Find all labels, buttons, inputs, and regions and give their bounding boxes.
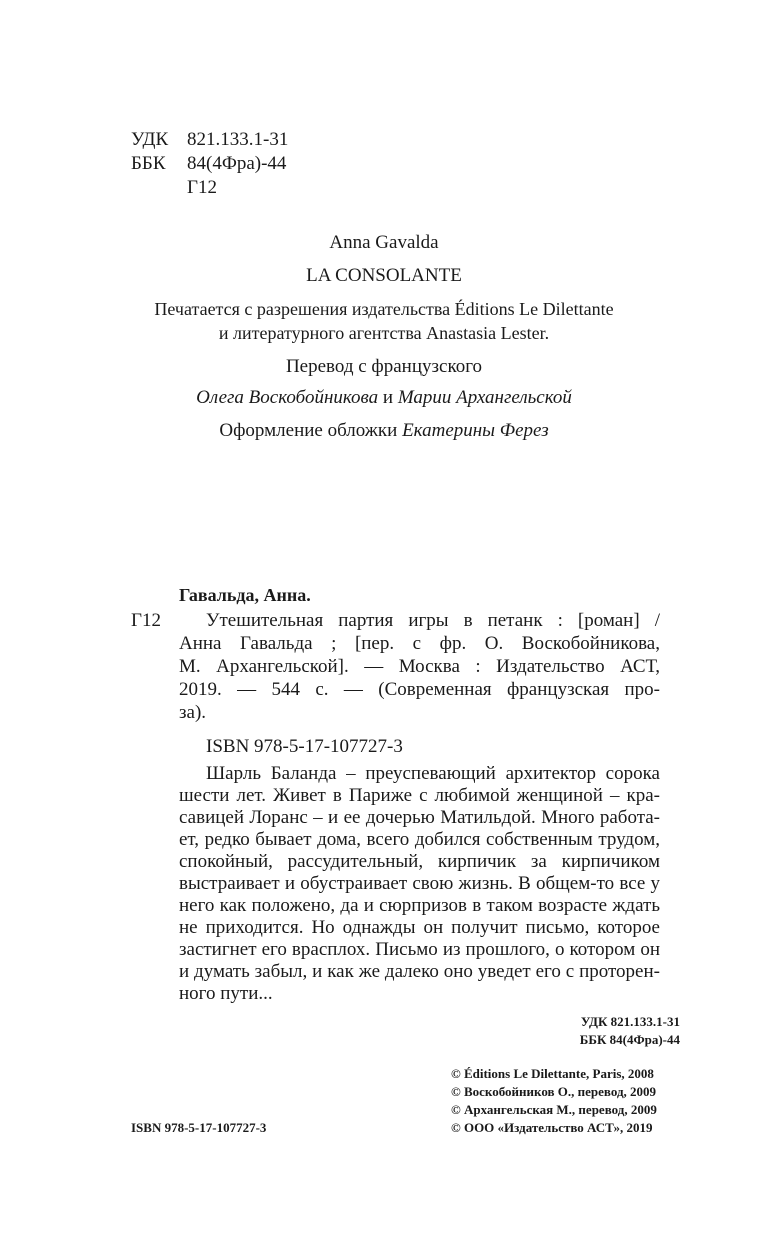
annotation-line-5: спокойный, рассудительный, кирпичик за кирпичиком (179, 851, 660, 872)
original-title: LA CONSOLANTE (306, 265, 462, 286)
copyright-isbn: ISBN 978-5-17-107727-3 (131, 1120, 267, 1135)
translator-2: Марии Архангельской (397, 387, 572, 408)
copyright-line-4: © ООО «Издательство АСТ», 2019 (451, 1120, 653, 1135)
udk-label: УДК (131, 129, 169, 150)
catalog-entry-line-1: Утешительная партия игры в петанк : [роман] / (206, 610, 660, 631)
annotation-line-11: ного пути... (179, 983, 273, 1004)
cover-designer: Екатерины Ферез (402, 420, 549, 441)
copyright-line-3: © Архангельская М., перевод, 2009 (451, 1102, 657, 1117)
catalog-entry-line-5: за). (179, 702, 207, 723)
cover-design-line (0, 419, 768, 442)
annotation-line-1: Шарль Баланда – преуспевающий архитектор сорока (206, 763, 660, 784)
footer-bbk: ББК 84(4Фра)-44 (579, 1032, 680, 1047)
udk-value: 821.133.1-31 (187, 129, 289, 150)
catalog-entry-line-2: Анна Гавальда ; [пер. с фр. О. Воскобойникова, (179, 633, 660, 654)
footer-udk: УДК 821.133.1-31 (580, 1014, 680, 1029)
bbk-label: ББК (131, 153, 166, 174)
permission-line-2: и литературного агентства Anastasia Lester. (218, 323, 550, 343)
translators-line (0, 386, 768, 409)
catalog-entry-line-4: 2019. — 544 с. — (Современная французская про- (179, 679, 660, 700)
translators-conjunction: и (378, 387, 398, 408)
annotation-line-4: ет, редко бывает дома, всего добился собственным трудом, (179, 829, 660, 850)
catalog-sign: Г12 (131, 610, 161, 631)
annotation-line-10: и думать забыл, и как же далеко оно уведет его с проторен- (179, 961, 660, 982)
translator-1: Олега Воскобойникова (196, 387, 379, 408)
annotation-line-8: не приходится. Но однажды он получит письмо, которое (179, 917, 660, 938)
catalog-isbn: ISBN 978-5-17-107727-3 (206, 736, 403, 757)
translation-label: Перевод с французского (285, 356, 483, 377)
catalog-entry-line-3: М. Архангельской]. — Москва : Издательство АСТ, (179, 656, 660, 677)
catalog-author-heading: Гавальда, Анна. (179, 585, 311, 605)
bbk-value: 84(4Фра)-44 (187, 153, 287, 174)
original-author: Anna Gavalda (329, 232, 439, 253)
copyright-line-2: © Воскобойников О., перевод, 2009 (451, 1084, 657, 1099)
annotation-line-6: выстраивает и обустраивает свою жизнь. В общем-то все у (179, 873, 660, 894)
cover-label: Оформление обложки (219, 420, 403, 441)
permission-line-1: Печатается с разрешения издательства Éditions Le Dilettante (154, 299, 614, 319)
annotation-line-2: шести лет. Живет в Париже с любимой женщиной – кра- (179, 785, 660, 806)
author-sign: Г12 (187, 177, 217, 198)
annotation-line-9: застигнет его врасплох. Письмо из прошлого, о котором он (179, 939, 660, 960)
annotation-line-3: савицей Лоранс – и ее дочерью Матильдой. Много работа- (179, 807, 660, 828)
copyright-line-1: © Éditions Le Dilettante, Paris, 2008 (451, 1066, 654, 1081)
annotation-line-7: него как положено, да и сюрпризов в таком возрасте ждать (179, 895, 660, 916)
